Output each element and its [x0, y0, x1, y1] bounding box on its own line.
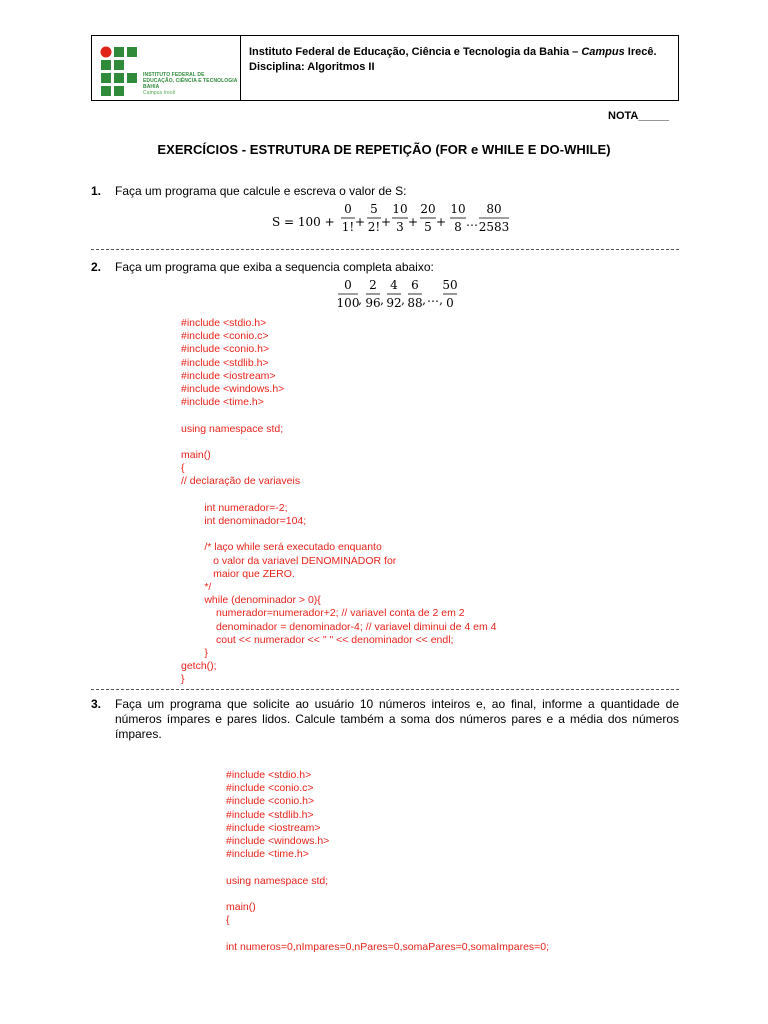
sequence-term-1-numerator: 2 — [369, 278, 377, 292]
formula-term-1-numerator: 5 — [370, 202, 378, 216]
logo-line-4: Campus Irecê — [143, 90, 176, 96]
formula-term-4-denominator: 8 — [454, 220, 462, 234]
plus-sign: + — [435, 215, 447, 229]
sequence-term-0-numerator: 0 — [344, 278, 352, 292]
discipline-name: Disciplina: Algoritmos II — [249, 61, 375, 73]
page-title: EXERCÍCIOS - ESTRUTURA DE REPETIÇÃO (FOR e WHILE E DO-WHILE) — [157, 142, 611, 157]
formula-term-3-numerator: 20 — [420, 202, 436, 216]
formula-lhs: S = 100 + — [272, 215, 335, 229]
plus-sign: + — [380, 215, 392, 229]
question-3-number: 3. — [91, 697, 102, 711]
plus-sign: + — [407, 215, 419, 229]
formula-term-5-numerator: 80 — [486, 202, 502, 216]
comma: , — [401, 293, 405, 307]
formula-ellipsis: … — [466, 215, 478, 229]
formula-term-0-denominator: 1! — [341, 220, 355, 234]
campus-label: Campus — [581, 46, 625, 58]
logo-line-1: INSTITUTO FEDERAL DE — [143, 72, 205, 78]
sequence-term-0-denominator: 100 — [336, 296, 360, 310]
formula-term-3-denominator: 5 — [424, 220, 432, 234]
sequence-term-4-denominator: 0 — [446, 296, 454, 310]
header-box — [91, 35, 679, 101]
question-3-code: #include <stdio.h> #include <conio.c> #include <conio.h> #include <stdlib.h> #include <iostream> #include <windows.h> #include <time.h> using namespace std; main() { int numeros=0,nImpares=0,nPares=0,somaPares=0,somaImpares=0; — [226, 769, 550, 953]
separator — [91, 249, 679, 250]
formula-term-2-numerator: 10 — [392, 202, 408, 216]
logo-line-2: EDUCAÇÃO, CIÊNCIA E TECNOLOGIA — [143, 78, 238, 84]
sequence-term-1-denominator: 96 — [365, 296, 381, 310]
if-logo-icon — [100, 46, 144, 98]
formula-term-0-numerator: 0 — [344, 202, 352, 216]
campus-name: Irecê. — [624, 46, 657, 58]
question-1-number: 1. — [91, 184, 102, 198]
comma: , — [358, 293, 362, 307]
formula-term-1-denominator: 2! — [367, 220, 381, 234]
question-2-number: 2. — [91, 260, 102, 274]
sequence-term-3-denominator: 88 — [407, 296, 423, 310]
comma: , — [439, 293, 443, 307]
sequence-term-3-numerator: 6 — [411, 278, 419, 292]
question-2-text: Faça um programa que exiba a sequencia completa abaixo: — [115, 260, 434, 274]
formula-term-2-denominator: 3 — [396, 220, 404, 234]
sequence-term-4-numerator: 50 — [442, 278, 458, 292]
logo-text — [143, 72, 237, 96]
comma: , — [380, 293, 384, 307]
formula-term-5-denominator: 2583 — [478, 220, 510, 234]
sequence-term-2-denominator: 92 — [386, 296, 402, 310]
sequence-ellipsis: … — [427, 291, 439, 305]
institution-prefix: Instituto Federal de Educação, Ciência e Tecnologia da Bahia – — [249, 46, 582, 58]
comma: , — [422, 293, 426, 307]
sequence-term-2-numerator: 4 — [390, 278, 398, 292]
institution-logo — [92, 36, 241, 100]
logo-line-3: BAHIA — [143, 84, 160, 90]
header-info — [241, 36, 657, 100]
question-3-text: Faça um programa que solicite ao usuário 10 números inteiros e, ao final, informe a quantidade de números ímpares e pares lidos. Calcule também a soma dos números pares e a média dos números ímpares. — [115, 697, 679, 741]
plus-sign: + — [354, 215, 366, 229]
question-2-sequence — [334, 276, 474, 316]
grade-field: NOTA_____ — [608, 110, 669, 122]
formula-term-4-numerator: 10 — [450, 202, 466, 216]
institution-name — [249, 45, 657, 60]
question-1-formula — [272, 200, 522, 240]
question-2-code: #include <stdio.h> #include <conio.c> #include <conio.h> #include <stdlib.h> #include <iostream> #include <windows.h> #include <time.h> using namespace std; main() { // declaração de variaveis int numerador=-2; int denominador=104; /* laço while será executado enquanto o valor da variavel DENOMINADOR for maior que ZERO. */ while (denominador > 0){ numerador=numerador+2; // variavel conta de 2 em 2 denominador = denominador-4; // variavel diminui de 4 em 4 cout << numerador << " " << denominador << endl; } getch(); } — [181, 317, 497, 686]
separator — [91, 689, 679, 690]
question-1-text: Faça um programa que calcule e escreva o valor de S: — [115, 184, 407, 198]
